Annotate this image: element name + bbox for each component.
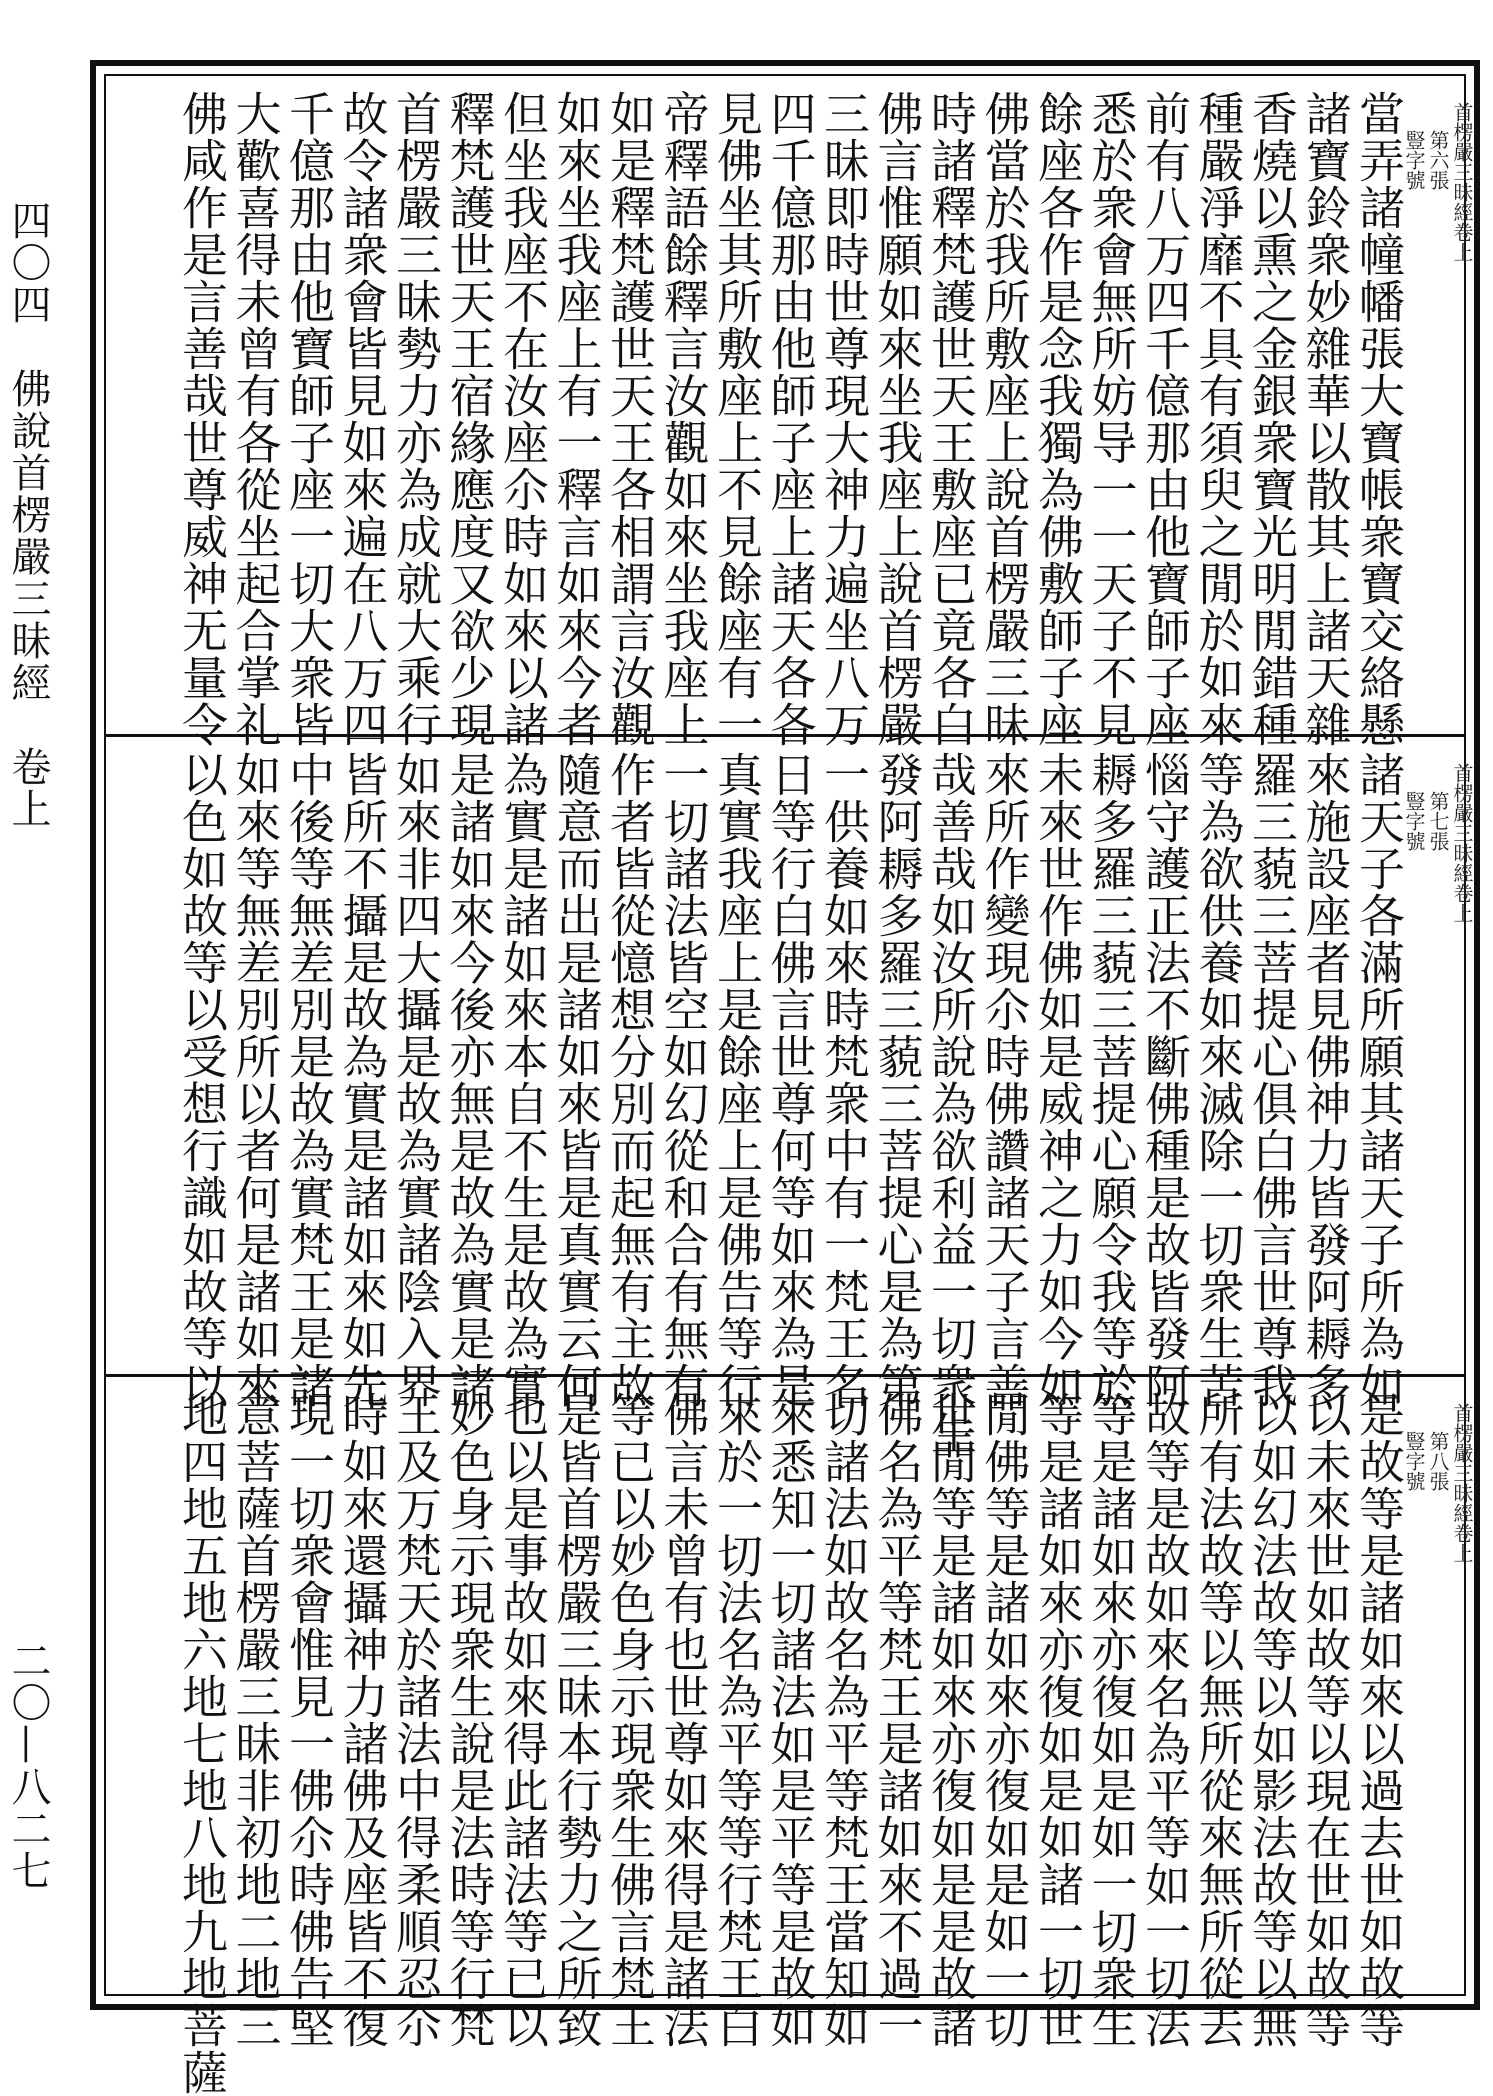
text-column: 但坐我座不在汝座尒時如來以諸 <box>496 90 550 748</box>
page-frame-inner <box>104 74 1474 2096</box>
text-column: 羅三藐三菩提心俱白佛言世尊我 <box>1245 751 1299 1409</box>
panel-header-note <box>1402 763 1474 923</box>
panel-header-page: 第六張 <box>1426 130 1450 190</box>
text-column: 隨意而出是諸如來皆是真實云何 <box>549 751 604 1409</box>
text-column: 種嚴淨靡不具有須臾之閒於如來 <box>1191 90 1246 748</box>
text-column: 一切諸法皆空如幻從和合有無有 <box>656 751 711 1409</box>
panel-header-mark: 豎字號 <box>1402 791 1426 851</box>
text-column: 以未來世如故等以現在世如故等 <box>1298 1391 1353 2049</box>
text-column: 作者皆從憶想分別而起無有主故 <box>603 751 657 1409</box>
text-column: 三昧即時世尊現大神力遍坐八万 <box>817 90 871 748</box>
text-column: 為實是諸如來本自不生是故為實 <box>496 751 550 1409</box>
text-column: 等為欲供養如來滅除一切衆生苦 <box>1191 751 1246 1409</box>
text-column: 皆所不攝是故為實是諸如來如先 <box>335 751 390 1409</box>
panel-header-title: 首楞嚴三昧經卷上 <box>1450 102 1474 262</box>
text-column: 也以是事故如來得此諸法等已以 <box>496 1391 550 2049</box>
text-column: 佛當於我所敷座上說首楞嚴三昧 <box>977 90 1032 748</box>
text-column: 時諸釋梵護世天王敷座已竟各白 <box>924 90 978 748</box>
text-column: 諸寶鈴衆妙雜華以散其上諸天雜 <box>1298 90 1353 748</box>
panel-header-mark: 豎字號 <box>1402 1431 1426 1491</box>
text-column: 諸天子各滿所願其諸天子所為如 <box>1352 751 1406 1409</box>
text-column: 以如幻法故等以如影法故等以無 <box>1245 1391 1299 2049</box>
text-column: 閒佛等是諸如來亦復如是如一切 <box>977 1391 1032 2049</box>
text-column: 悉於衆會無所妨导一一天子不見 <box>1084 90 1139 748</box>
text-column: 來所作變現尒時佛讚諸天子言善 <box>977 751 1032 1409</box>
text-column: 所有法故等以無所從來無所從去 <box>1191 1391 1246 2049</box>
text-column: 一供養如來時梵衆中有一梵王名 <box>817 751 871 1409</box>
panel-header-mark: 豎字號 <box>1402 130 1426 190</box>
text-column: 來於一切法名為平等等行梵王白 <box>710 1391 764 2049</box>
text-column: 等已以妙色身示現衆生佛言梵王 <box>603 1391 657 2049</box>
text-column: 妙色身示現衆生說是法時等行梵 <box>442 1391 497 2049</box>
text-column: 如是釋梵護世天王各相謂言汝觀 <box>603 90 657 748</box>
text-column: 現一切衆會惟見一佛尒時佛告堅 <box>282 1391 336 2049</box>
text-column: 惱守護正法不斷佛種是故皆發阿 <box>1138 751 1192 1409</box>
panel-header-note <box>1402 102 1474 262</box>
text-column: 故等是故如來名為平等如一切法 <box>1138 1391 1192 2049</box>
text-column: 是諸如來今後亦無是故為實是諸 <box>442 751 497 1409</box>
text-column: 千億那由他寶師子座一切大衆皆 <box>282 90 336 748</box>
text-column: 日等行白佛言世尊何等如來為是 <box>763 751 818 1409</box>
text-column: 是皆首楞嚴三昧本行勢力之所致 <box>549 1391 604 2049</box>
text-column: 故令諸衆會皆見如來遍在八万四 <box>335 90 390 748</box>
text-column: 如來非四大攝是故為實諸陰入界 <box>389 751 443 1409</box>
text-column: 地四地五地六地七地八地九地菩薩 <box>175 1391 229 2096</box>
text-column: 未來世作佛如是威神之力如今如 <box>1031 751 1085 1409</box>
text-column: 耨多羅三藐三菩提心願令我等於 <box>1084 751 1139 1409</box>
text-column: 見佛坐其所敷座上不見餘座有一 <box>710 90 764 748</box>
text-column: 香燒以熏之金銀衆寶光明閒錯種 <box>1245 90 1299 748</box>
text-column: 王及万梵天於諸法中得柔順忍尒 <box>389 1391 443 2049</box>
text-column: 以色如故等以受想行識如故等以 <box>175 751 229 1409</box>
text-column: 發阿耨多羅三藐三菩提心是為第 <box>870 751 925 1409</box>
text-panel-top <box>106 76 1474 748</box>
text-column: 前有八万四千億那由他寶師子座 <box>1138 90 1192 748</box>
panel-header-title: 首楞嚴三昧經卷上 <box>1450 763 1474 923</box>
text-column: 切諸法如故名為平等梵王當知如 <box>817 1391 871 2049</box>
text-column: 帝釋語餘釋言汝觀如來坐我座上 <box>656 90 711 748</box>
text-column: 中後等無差別是故為實梵王是諸 <box>282 751 336 1409</box>
text-column: 等是諸如來亦復如是如諸一切世 <box>1031 1391 1085 2049</box>
text-column: 佛言未曾有也世尊如來得是諸法 <box>656 1391 711 2049</box>
text-column: 如來等無差別所以者何是諸如來 <box>228 751 283 1409</box>
text-column: 四千億那由他師子座上諸天各各 <box>763 90 818 748</box>
text-column: 釋梵護世天王宿緣應度又欲少現 <box>442 90 497 748</box>
margin-sutra-title: 四〇四 佛說首楞嚴三昧經 卷上 <box>5 200 51 830</box>
panel-header-page: 第八張 <box>1426 1431 1450 1491</box>
text-column: 來施設座者見佛神力皆發阿耨多 <box>1298 751 1353 1409</box>
text-column: 世閒等是諸如來亦復如是是故諸 <box>924 1391 978 2049</box>
text-column: 來悉知一切諸法如是平等是故如 <box>763 1391 818 2049</box>
text-column: 大歡喜得未曾有各從坐起合掌礼 <box>228 90 283 748</box>
text-column: 等是諸如來亦復如是如一切衆生 <box>1084 1391 1139 2049</box>
text-column: 時如來還攝神力諸佛及座皆不復 <box>335 1391 390 2049</box>
text-column: 哉善哉如汝所說為欲利益一切衆生 <box>924 751 978 1456</box>
text-column: 佛名為平等梵王是諸如來不過一 <box>870 1391 925 2049</box>
text-column: 真實我座上是餘座上是佛告等行 <box>710 751 764 1409</box>
text-panel-bottom <box>106 1374 1474 2096</box>
page-frame <box>90 60 1480 2096</box>
text-column: 佛咸作是言善哉世尊威神无量令 <box>175 90 229 748</box>
text-column: 佛言惟願如來坐我座上說首楞嚴 <box>870 90 925 748</box>
text-column: 首楞嚴三昧勢力亦為成就大乘行 <box>389 90 443 748</box>
panel-header-note <box>1402 1403 1474 1563</box>
text-column: 如來坐我座上有一釋言如來今者 <box>549 90 604 748</box>
text-column: 意菩薩首楞嚴三昧非初地二地三 <box>228 1391 283 2049</box>
margin-page-number: 二〇—八二七 <box>5 1640 51 1892</box>
panel-header-title: 首楞嚴三昧經卷上 <box>1450 1403 1474 1563</box>
text-column: 當弄諸幢幡張大寶帳衆寶交絡懸 <box>1352 90 1406 748</box>
panel-header-page: 第七張 <box>1426 791 1450 851</box>
text-column: 餘座各作是念我獨為佛敷師子座 <box>1031 90 1085 748</box>
text-column: 是故等是諸如來以過去世如故等 <box>1352 1391 1406 2049</box>
text-panel-middle <box>106 734 1474 1456</box>
